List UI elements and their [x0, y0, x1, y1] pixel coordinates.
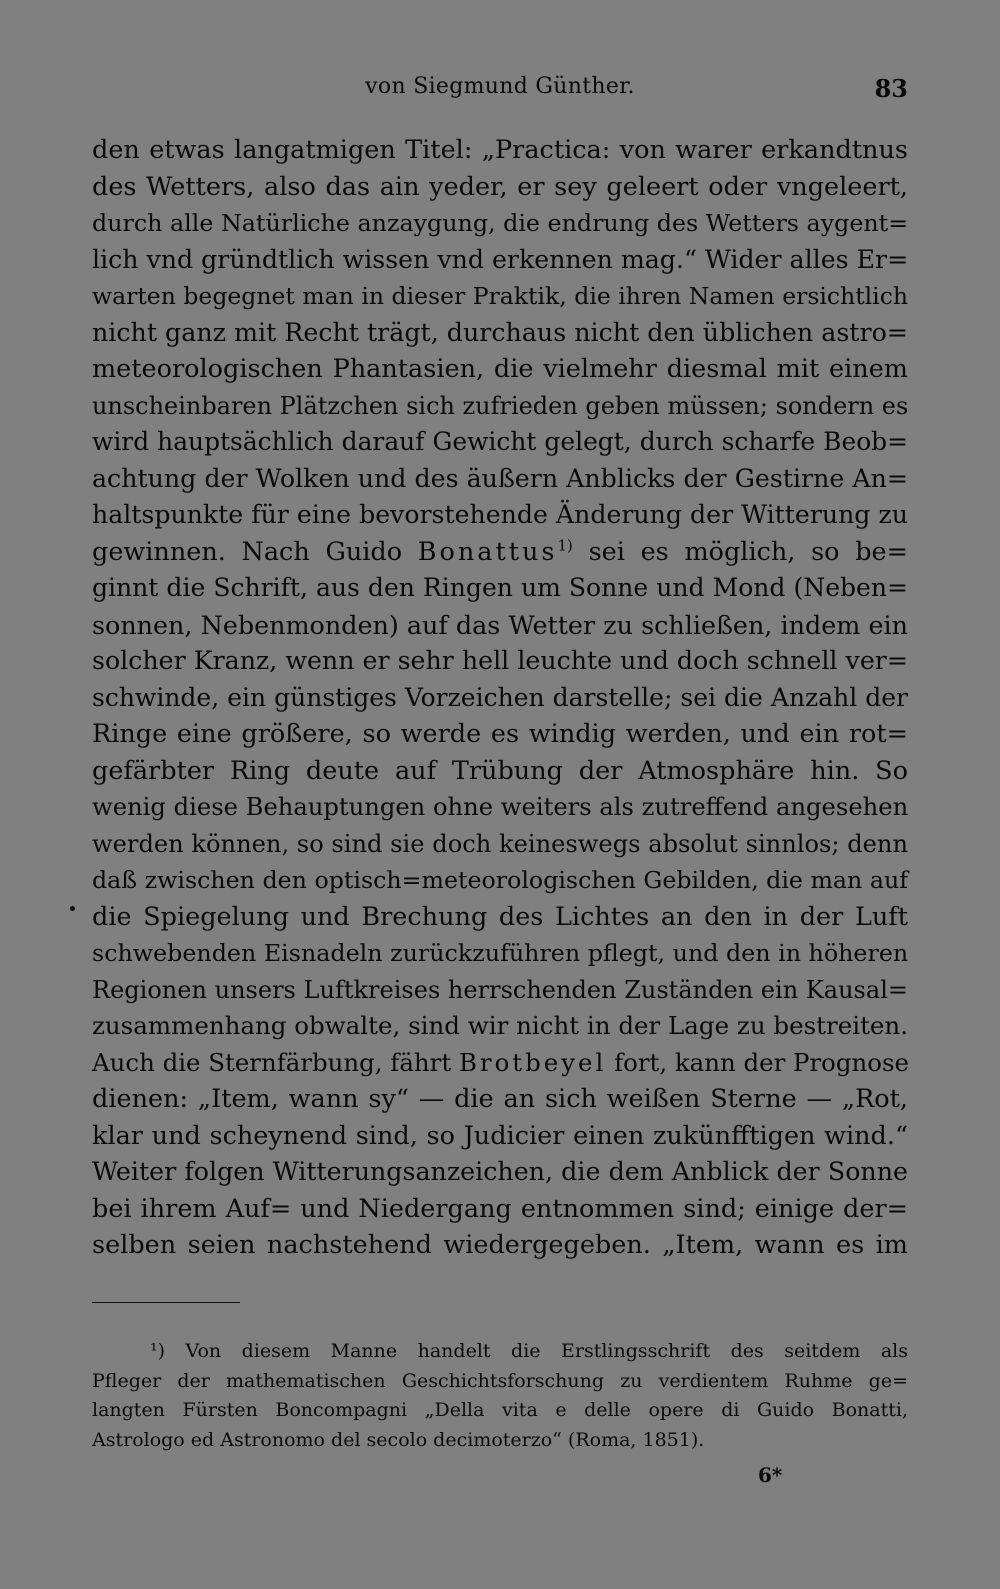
signature-mark: 6*	[758, 1463, 783, 1487]
text-line: des Wetters, also das ain yeder, er sey geleert oder vngeleert,	[92, 171, 908, 202]
margin-mark	[70, 906, 75, 911]
text-line: solcher Kranz, wenn er sehr hell leuchte und doch schnell ver=	[92, 646, 908, 675]
footnote-ref: 1)	[557, 536, 573, 554]
text-line: haltspunkte für eine bevorstehende Änderung der Witterung zu	[92, 500, 908, 529]
footnote-divider	[92, 1302, 240, 1303]
footnote-line: langten Fürsten Boncompagni „Della vita e delle opere di Guido Bonatti,	[92, 1399, 908, 1421]
author-name-bonattus: Bonattus	[417, 536, 558, 567]
text-line: klar und scheynend sind, so Judicier einen zukünfftigen wind.“	[92, 1120, 908, 1151]
text-segment: fort, kann der Prognose	[606, 1047, 909, 1077]
page-header	[92, 74, 908, 108]
text-line: sonnen, Nebenmonden) auf das Wetter zu schließen, indem ein	[92, 609, 908, 640]
text-line: den etwas langatmigen Titel: „Practica: von warer erkandtnus	[92, 135, 908, 165]
text-line: schwinde, ein günstiges Vorzeichen darstelle; sei die Anzahl der	[92, 682, 908, 712]
footnote-line: Pfleger der mathematischen Geschichtsforschung zu verdientem Ruhme ge=	[92, 1369, 908, 1392]
text-segment: sei es möglich, so be=	[572, 536, 908, 567]
footnote-line: ¹) Von diesem Manne handelt die Erstlingsschrift des seitdem als	[150, 1340, 908, 1362]
text-line: lich vnd gründtlich wissen vnd erkennen mag.“ Wider alles Er=	[92, 244, 909, 274]
text-line: die Spiegelung und Brechung des Lichtes an den in der Luft	[92, 901, 908, 932]
text-line: Weiter folgen Witterungsanzeichen, die dem Anblick der Sonne	[92, 1157, 908, 1186]
text-line	[92, 1045, 908, 1082]
text-line: schwebenden Eisnadeln zurückzuführen pflegt, und den in höheren	[92, 939, 909, 967]
text-line: bei ihrem Auf= und Niedergang entnommen sind; einige der=	[92, 1193, 908, 1224]
footnote-line: Astrologo ed Astronomo del secolo decimoterzo“ (Roma, 1851).	[92, 1428, 705, 1451]
text-line: werden können, so sind sie doch keineswegs absolut sinnlos; denn	[92, 829, 908, 858]
text-line: Ringe eine größere, so werde es windig werden, und ein rot=	[92, 719, 908, 749]
text-line: warten begegnet man in dieser Praktik, die ihren Namen ersichtlich	[92, 282, 908, 310]
text-line: selben seien nachstehend wiedergegeben. „Item, wann es im	[92, 1230, 908, 1260]
text-line: wird hauptsächlich darauf Gewicht gelegt, durch scharfe Beob=	[92, 427, 908, 456]
text-line: Regionen unsers Luftkreises herrschenden Zuständen ein Kausal=	[92, 975, 908, 1004]
running-head: von Siegmund Günther.	[365, 74, 635, 99]
text-line: ginnt die Schrift, aus den Ringen um Sonne und Mond (Neben=	[92, 573, 908, 602]
author-name-brotbeyel: Brotbeyel	[458, 1047, 607, 1077]
body-text	[92, 132, 908, 1264]
text-line: wenig diese Behauptungen ohne weiters als zutreffend angesehen	[92, 793, 909, 821]
page-number: 83	[874, 74, 908, 103]
footnotes	[92, 1337, 908, 1455]
text-line: unscheinbaren Plätzchen sich zufrieden geben müssen; sondern es	[92, 391, 909, 420]
text-line: nicht ganz mit Recht trägt, durchaus nicht den üblichen astro=	[92, 317, 908, 347]
text-line: zusammenhang obwalte, sind wir nicht in der Lage zu bestreiten.	[92, 1011, 908, 1040]
text-line: meteorologischen Phantasien, die vielmehr diesmal mit einem	[92, 354, 908, 384]
text-line: gefärbter Ring deute auf Trübung der Atmosphäre hin. So	[92, 755, 908, 786]
text-segment: Auch die Sternfärbung, fährt	[92, 1047, 459, 1077]
text-line: durch alle Natürliche anzaygung, die endrung des Wetters aygent=	[92, 209, 909, 237]
text-segment: gewinnen. Nach Guido	[92, 536, 418, 567]
text-line	[92, 534, 908, 571]
text-line: dienen: „Item, wann sy“ — die an sich weißen Sterne — „Rot,	[92, 1084, 908, 1114]
text-line: achtung der Wolken und des äußern Anblicks der Gestirne An=	[92, 463, 908, 493]
text-line: daß zwischen den optisch=meteorologischen Gebilden, die man auf	[92, 866, 908, 894]
